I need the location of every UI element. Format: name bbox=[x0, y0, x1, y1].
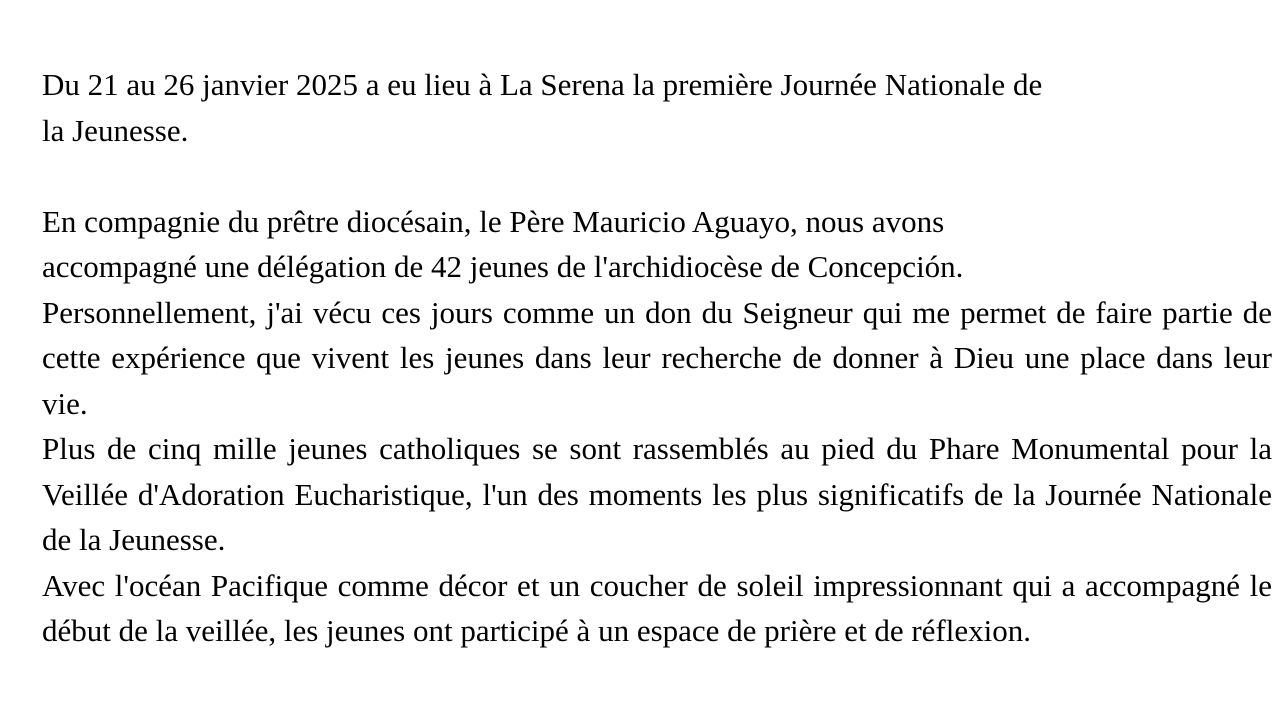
intro-line-1: Du 21 au 26 janvier 2025 a eu lieu à La Serena la première Journée Nationale de bbox=[42, 67, 1043, 102]
paragraph-spacer bbox=[42, 153, 1272, 199]
delegation-line-1: En compagnie du prêtre diocésain, le Père Mauricio Aguayo, nous avons bbox=[42, 203, 945, 239]
vigil-paragraph: Plus de cinq mille jeunes catholiques se sont rassemblés au pied du Phare Monumental pour la Veillée d'Adoration Eucharistique, l'un des moments les plus significatifs de la Journée Nationale de la Jeunesse. bbox=[42, 431, 1272, 557]
ocean-paragraph: Avec l'océan Pacifique comme décor et un coucher de soleil impressionnant qui a accompagné le début de la veillée, les jeunes ont participé à un espace de prière et de réflexion. bbox=[42, 567, 1272, 648]
document-body bbox=[42, 62, 1272, 654]
intro-paragraph bbox=[42, 62, 1252, 153]
delegation-paragraph bbox=[42, 199, 1272, 290]
personal-paragraph: Personnellement, j'ai vécu ces jours comme un don du Seigneur qui me permet de faire partie de cette expérience que vivent les jeunes dans leur recherche de donner à Dieu une place dans leur vie. bbox=[42, 294, 1272, 421]
intro-line-2: la Jeunesse. bbox=[42, 112, 189, 148]
delegation-line-2: accompagné une délégation de 42 jeunes de l'archidiocèse de Concepción. bbox=[42, 249, 964, 284]
